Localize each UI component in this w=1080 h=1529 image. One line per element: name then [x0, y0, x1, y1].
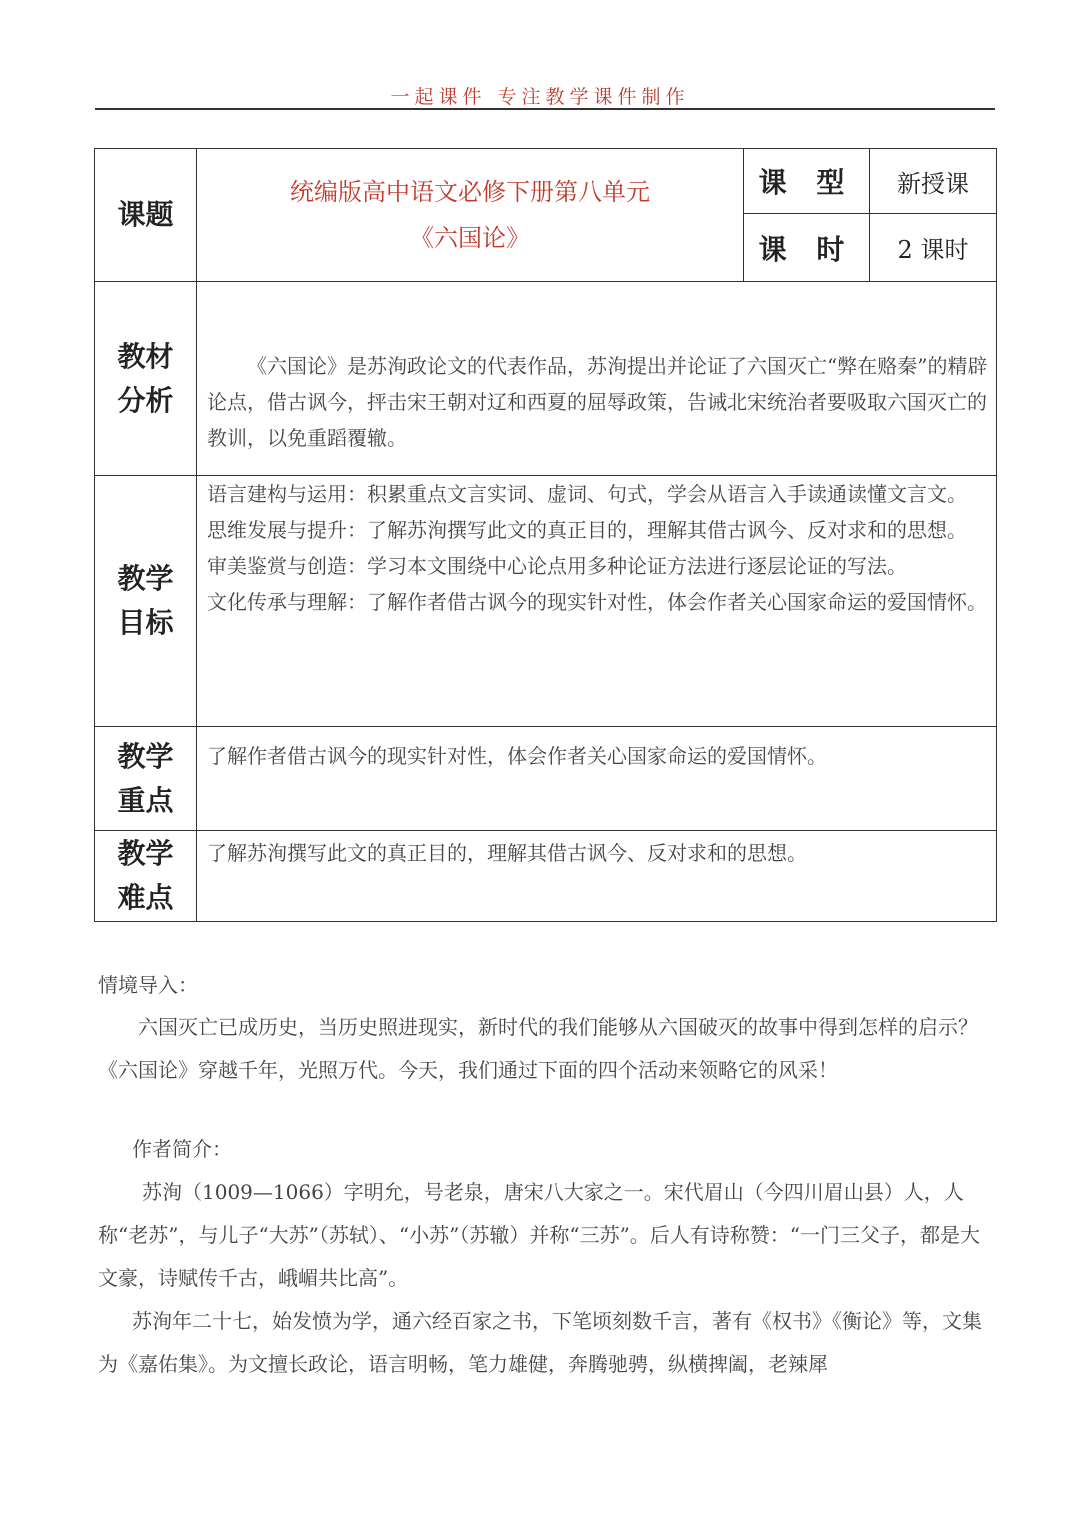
lesson-hours-label: 课 时 [744, 214, 870, 282]
header-divider [95, 108, 995, 110]
topic-label: 课题 [95, 149, 197, 282]
difficulty-text: 了解苏洵撰写此文的真正目的，理解其借古讽今、反对求和的思想。 [207, 841, 807, 865]
lesson-type-value: 新授课 [870, 149, 997, 214]
key-label-line2: 重点 [117, 783, 174, 817]
key-label [95, 727, 197, 831]
lesson-hours-value: 2 课时 [870, 214, 997, 282]
goal-item-aesthetics: 审美鉴赏与创造：学习本文围绕中心论点用多种论证方法进行逐层论证的写法。 [207, 554, 907, 578]
key-text: 了解作者借古讽今的现实针对性，体会作者关心国家命运的爱国情怀。 [207, 744, 827, 768]
author-heading: 作者简介： [132, 1137, 232, 1161]
difficulty-label [95, 831, 197, 922]
analysis-label-line1: 教材 [117, 339, 174, 373]
lesson-title [197, 149, 744, 282]
difficulty-label-line1: 教学 [117, 837, 174, 870]
key-cell [197, 727, 997, 831]
analysis-label-line2: 分析 [117, 383, 174, 417]
key-label-line1: 教学 [117, 739, 174, 773]
analysis-text: 《六国论》是苏洵政论文的代表作品，苏洵提出并论证了六国灭亡“弊在赂秦”的精辟论点，借古讽今，抨击宋王朝对辽和西夏的屈辱政策，告诫北宋统治者要吸取六国灭亡的教训，以免重蹈覆辙。 [207, 354, 988, 450]
analysis-label [95, 282, 197, 476]
author-section [98, 1128, 998, 1386]
intro-section [98, 964, 998, 1092]
goals-label [95, 476, 197, 727]
goals-label-line2: 目标 [117, 606, 174, 639]
intro-heading: 情境导入： [98, 973, 198, 997]
goal-item-thinking: 思维发展与提升：了解苏洵撰写此文的真正目的，理解其借古讽今、反对求和的思想。 [207, 518, 967, 542]
goal-item-culture: 文化传承与理解：了解作者借古讽今的现实针对性，体会作者关心国家命运的爱国情怀。 [207, 590, 987, 614]
goals-label-line1: 教学 [117, 562, 174, 595]
difficulty-label-line2: 难点 [117, 881, 174, 914]
lesson-type-label: 课 型 [744, 149, 870, 214]
analysis-cell [197, 282, 997, 476]
author-para-2: 苏洵年二十七，始发愤为学，通六经百家之书，下笔顷刻数千言，著有《权书》《衡论》等，文集为《嘉佑集》。为文擅长政论，语言明畅，笔力雄健，奔腾驰骋，纵横捭阖，老辣犀 [98, 1309, 982, 1376]
goals-cell [197, 476, 997, 727]
author-para-1: 苏洵（1009—1066）字明允，号老泉，唐宋八大家之一。宋代眉山（今四川眉山县）人，人称“老苏”，与儿子“大苏”（苏轼）、“小苏”（苏辙）并称“三苏”。后人有诗称赞：“一门三父子，都是大文豪，诗赋传千古，峨嵋共比高”。 [98, 1180, 981, 1290]
intro-text: 六国灭亡已成历史，当历史照进现实，新时代的我们能够从六国破灭的故事中得到怎样的启示？《六国论》穿越千年，光照万代。今天，我们通过下面的四个活动来领略它的风采！ [98, 1015, 978, 1082]
goal-item-language: 语言建构与运用：积累重点文言实词、虚词、句式，学会从语言入手读通读懂文言文。 [207, 482, 967, 506]
lesson-title-line1: 统编版高中语文必修下册第八单元 [290, 178, 650, 206]
difficulty-cell [197, 831, 997, 922]
lesson-title-line2: 《六国论》 [410, 224, 530, 252]
page-header: 一起课件 专注教学课件制作 [390, 86, 690, 108]
lesson-plan-table [94, 148, 997, 922]
